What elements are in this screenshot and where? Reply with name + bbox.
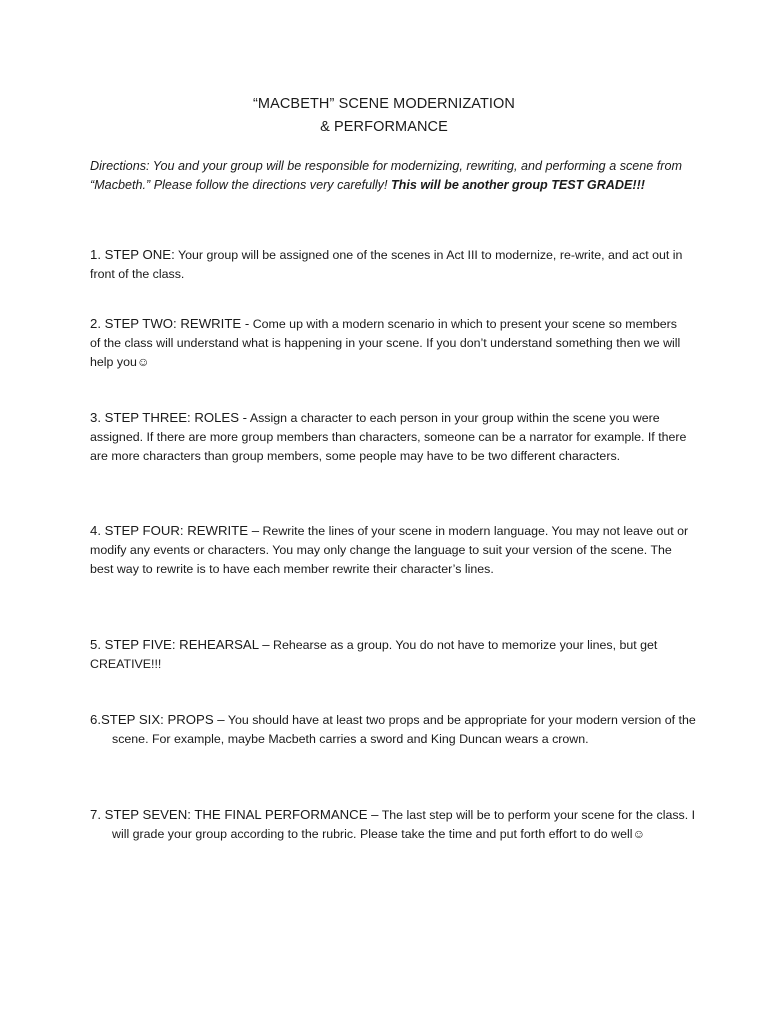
- directions-text: You and your group will be responsible for modernizing, rewriting, and performing a scene from “Macbeth.” Please follow the directions very carefully!: [90, 159, 682, 192]
- step-six-heading: 6.STEP SIX: PROPS –: [90, 712, 225, 727]
- step-one-body: Your group will be assigned one of the scenes in Act III to modernize, re-write, and act out in front of the class.: [90, 248, 683, 281]
- step-two-heading: 2. STEP TWO: REWRITE -: [90, 316, 250, 331]
- step-four-heading: 4. STEP FOUR: REWRITE –: [90, 523, 260, 538]
- document-title-line-1: “MACBETH” SCENE MODERNIZATION: [252, 96, 516, 112]
- step-three-heading: 3. STEP THREE: ROLES -: [90, 410, 248, 425]
- step-seven-body: The last step will be to perform your scene for the class. I will grade your group according to the rubric. Please take the time and put forth effort to do well☺: [112, 808, 696, 841]
- step-one-paragraph: [90, 245, 690, 284]
- step-five-body: Rehearse as a group. You do not have to memorize your lines, but get CREATIVE!!!: [90, 638, 658, 671]
- step-four-paragraph: [90, 521, 690, 579]
- step-seven-paragraph: [90, 805, 712, 844]
- step-five-paragraph: [90, 635, 690, 674]
- directions-emphasis: This will be another group TEST GRADE!!!: [390, 178, 645, 192]
- step-six-body: You should have at least two props and be appropriate for your modern version of the scene. For example, maybe Macbeth carries a sword and King Duncan wears a crown.: [112, 713, 696, 746]
- step-two-body: Come up with a modern scenario in which to present your scene so members of the class will understand what is happening in your scene. If you don’t understand something then we will help you☺: [90, 317, 681, 369]
- step-seven-heading: 7. STEP SEVEN: THE FINAL PERFORMANCE –: [90, 807, 379, 822]
- step-five-heading: 5. STEP FIVE: REHEARSAL –: [90, 637, 270, 652]
- document-title-line-2: & PERFORMANCE: [320, 119, 448, 135]
- step-two-paragraph: [90, 314, 690, 372]
- step-three-paragraph: [90, 408, 690, 466]
- step-three-body: Assign a character to each person in your group within the scene you were assigned. If there are more group members than characters, someone can be a narrator for example. If there are more characters than group members, some people may have to be two different characters.: [90, 411, 687, 463]
- step-six-paragraph: [90, 710, 712, 749]
- step-four-body: Rewrite the lines of your scene in modern language. You may not leave out or modify any events or characters. You may only change the language to suit your version of the scene. The best way to rewrite is to have each member rewrite their character’s lines.: [90, 524, 689, 576]
- step-one-heading: 1. STEP ONE:: [90, 247, 175, 262]
- directions-paragraph: [90, 157, 690, 195]
- directions-label: Directions:: [90, 159, 150, 173]
